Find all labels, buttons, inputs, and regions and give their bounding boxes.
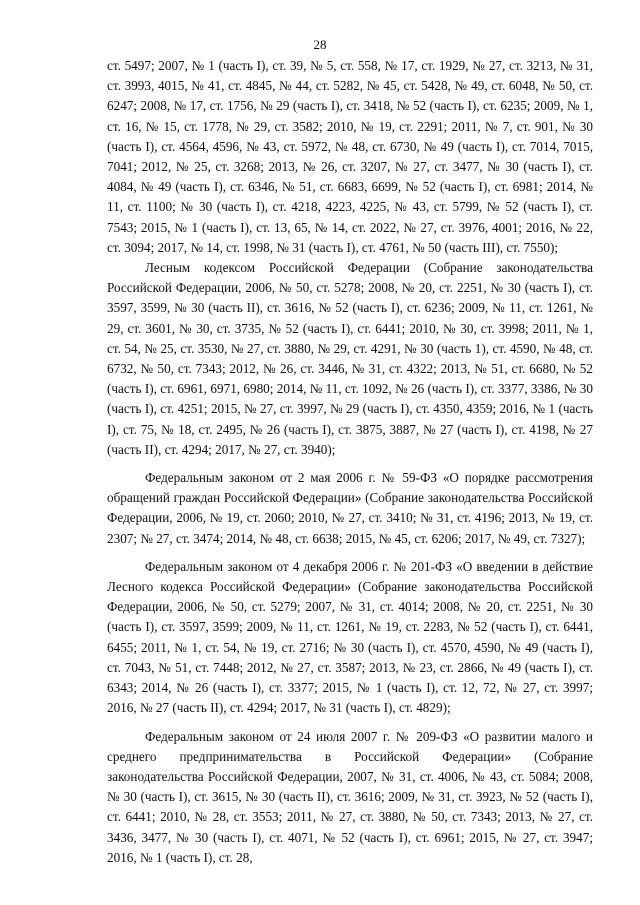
paragraph-law-209fz: Федеральным законом от 24 июля 2007 г. № 209-ФЗ «О развитии малого и среднего предпринимательства в Российской Федерации» (Собрание законодательства Российской Федерации, 2007, № 31, ст. 4006, № 43, ст. 5084; 2008, № 30 (часть I), ст. 3615, № 30 (часть II), ст. 3616; 2009, № 31, ст. 3923, № 52 (часть I), ст. 6441; 2010, № 28, ст. 3553; 2011, № 27, ст. 3880, № 50, ст. 7343; 2013, № 27, ст. 3436, 3477, № 30 (часть I), ст. 4071, № 52 (часть I), ст. 6961; 2015, № 27, ст. 3947; 2016, № 1 (часть I), ст. 28, — [107, 728, 593, 865]
paragraph-continuation: ст. 5497; 2007, № 1 (часть I), ст. 39, № 5, ст. 558, № 17, ст. 1929, № 27, ст. 3213, № 31, ст. 3993, 4015, № 41, ст. 4845, № 44, ст. 5282, № 45, ст. 5428, № 49, ст. 6048, № 50, ст. 6247; 2008, № 17, ст. 1756, № 29 (часть I), ст. 3418, № 52 (часть I), ст. 6235; 2009, № 1, ст. 16, № 15, ст. 1778, № 29, ст. 3582; 2010, № 19, ст. 2291; 2011, № 7, ст. 901, № 30 (часть I), ст. 4564, 4596, № 43, ст. 5972, № 48, ст. 6730, № 49 (часть I), ст. 7014, 7015, 7041; 2012, № 25, ст. 3268; 2013, № 26, ст. 3207, № 27, ст. 3477, № 30 (часть I), ст. 4084, № 49 (часть I), ст. 6346, № 51, ст. 6683, 6699, № 52 (часть I), ст. 6981; 2014, № 11, ст. 1100; № 30 (часть I), ст. 4218, 4223, 4225, № 43, ст. 5799, № 52 (часть I), ст. 7543; 2015, № 1 (часть I), ст. 13, 65, № 14, ст. 2022, № 27, ст. 3976, 4001; 2016, № 22, ст. 3094; 2017, № 14, ст. 1998, № 31 (часть I), ст. 4761, № 50 (часть III), ст. 7550); — [107, 58, 593, 255]
document-body — [107, 56, 593, 868]
paragraph-law-59fz: Федеральным законом от 2 мая 2006 г. № 59-ФЗ «О порядке рассмотрения обращений граждан Российской Федерации» (Собрание законодательства Российской Федерации, 2006, № 19, ст. 2060; 2010, № 27, ст. 3410; № 31, ст. 4196; 2013, № 19, ст. 2307; № 27, ст. 3474; 2014, № 48, ст. 6638; 2015, № 45, ст. 6206; 2017, № 49, ст. 7327); — [107, 470, 593, 546]
paragraph-forest-code: Лесным кодексом Российской Федерации (Собрание законодательства Российской Федерации, 2006, № 50, ст. 5278; 2008, № 20, ст. 2251, № 30 (часть I), ст. 3597, 3599, № 30 (часть II), ст. 3616, № 52 (часть I), ст. 6236; 2009, № 11, ст. 1261, № 29, ст. 3601, № 30, ст. 3735, № 52 (часть I), ст. 6441; 2010, № 30, ст. 3998; 2011, № 1, ст. 54, № 25, ст. 3530, № 27, ст. 3880, № 29, ст. 4291, № 30 (часть 1), ст. 4590, № 48, ст. 6732, № 50, ст. 7343; 2012, № 26, ст. 3446, № 31, ст. 4322; 2013, № 51, ст. 6680, № 52 (часть I), ст. 6961, 6971, 6980; 2014, № 11, ст. 1092, № 26 (часть I), ст. 3377, 3386, № 30 (часть I), ст. 4251; 2015, № 27, ст. 3997, № 29 (часть I), ст. 4350, 4359; 2016, № 1 (часть I), ст. 75, № 18, ст. 2495, № 26 (часть I), ст. 3875, 3887, № 27 (часть I), ст. 4198, № 27 (часть II), ст. 4294; 2017, № 27, ст. 3940); — [107, 260, 593, 457]
paragraph-law-201fz: Федеральным законом от 4 декабря 2006 г. № 201-ФЗ «О введении в действие Лесного кодекса Российской Федерации» (Собрание законодательства Российской Федерации, 2006, № 50, ст. 5279; 2007, № 31, ст. 4014; 2008, № 20, ст. 2251, № 30 (часть I), ст. 3597, 3599; 2009, № 11, ст. 1261, № 19, ст. 2283, № 52 (часть I), ст. 6441, 6455; 2011, № 1, ст. 54, № 19, ст. 2716; № 30 (часть I), ст. 4570, 4590, № 49 (часть I), ст. 7043, № 51, ст. 7448; 2012, № 27, ст. 3587; 2013, № 23, ст. 2866, № 49 (часть I), ст. 6343; 2014, № 26 (часть I), ст. 3377; 2015, № 1 (часть I), ст. 12, 72, № 27, ст. 3997; 2016, № 27 (часть II), ст. 4294; 2017, № 31 (часть I), ст. 4829); — [107, 558, 593, 716]
page-number: 28 — [313, 37, 327, 52]
